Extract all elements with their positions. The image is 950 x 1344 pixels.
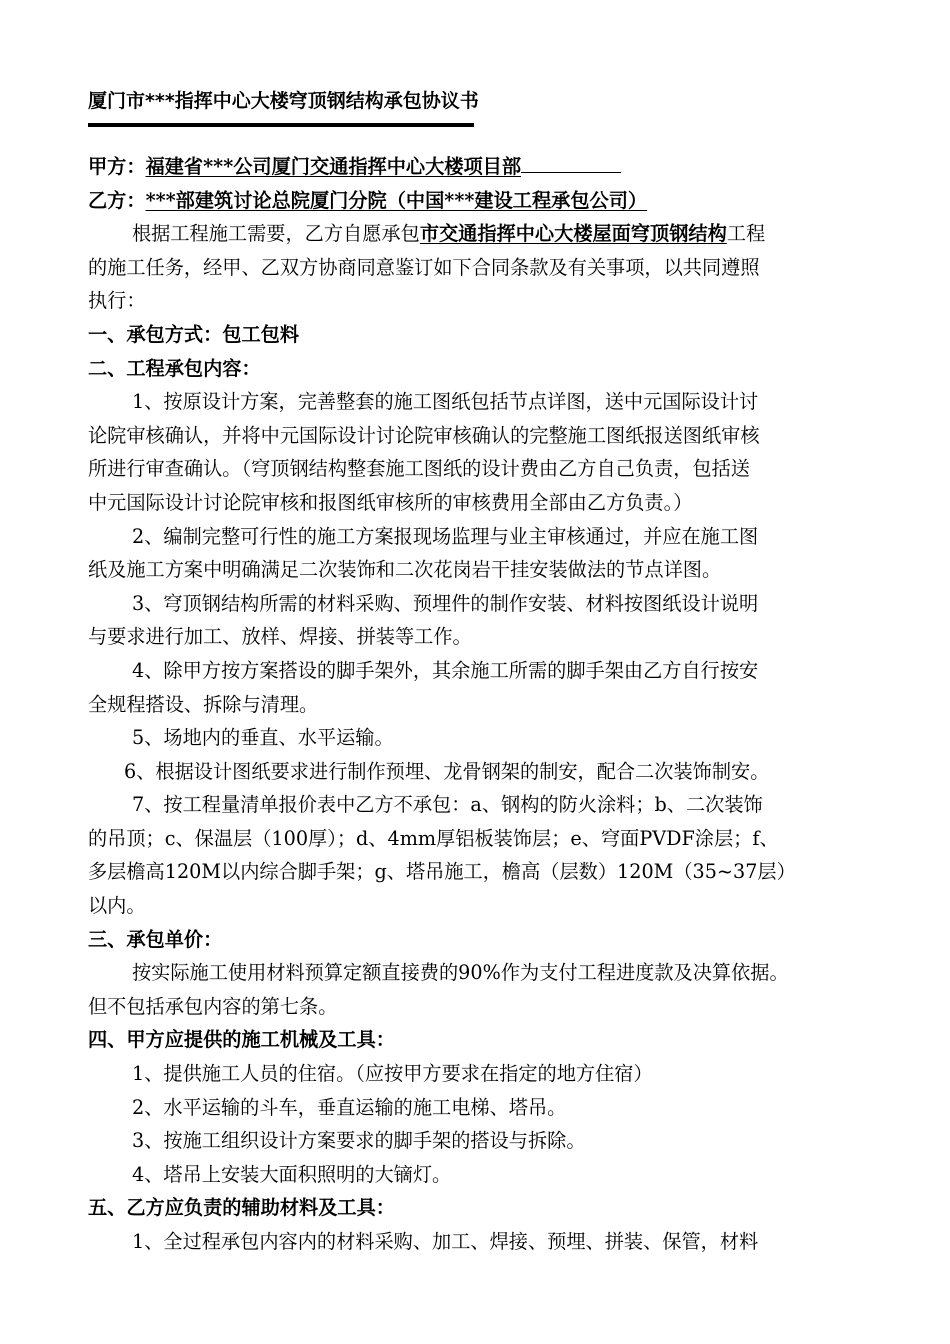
section-3-heading: 三、承包单价： — [88, 927, 223, 951]
item-1-line-2: 论院审核确认，并将中元国际设计讨论院审核确认的完整施工图纸报送图纸审核 — [88, 423, 760, 447]
section-3-line-2: 但不包括承包内容的第七条。 — [88, 994, 338, 1018]
section-4-item-1: 1、提供施工人员的住宿。（应按甲方要求在指定的地方住宿） — [132, 1062, 653, 1086]
item-7-line-3: 多层檐高120M以内综合脚手架；g、塔吊施工，檐高（层数）120M（35~37层） — [88, 860, 796, 884]
intro-pre: 根据工程施工需要，乙方自愿承包 — [132, 222, 420, 246]
section-5-item-1: 1、全过程承包内容内的材料采购、加工、焊接、预埋、拼装、保管，材料 — [132, 1230, 759, 1253]
party-b-value: ***部建筑讨论总院厦门分院（中国***建设工程承包公司） — [145, 188, 648, 212]
item-2-line-1: 2、编制完整可行性的施工方案报现场监理与业主审核通过，并应在施工图 — [132, 524, 759, 548]
document-body — [88, 150, 863, 1259]
item-3-line-1: 3、穹顶钢结构所需的材料采购、预埋件的制作安装、材料按图纸设计说明 — [132, 591, 759, 615]
item-1-line-4: 中元国际设计讨论院审核和报图纸审核所的审核费用全部由乙方负责。） — [88, 490, 693, 514]
title-rule — [88, 123, 474, 127]
intro-line-2: 的施工任务，经甲、乙双方协商同意鉴订如下合同条款及有关事项，以共同遵照 — [88, 255, 760, 279]
item-3-line-2: 与要求进行加工、放样、焊接、拼装等工作。 — [88, 625, 472, 649]
item-7-line-4: 以内。 — [88, 894, 146, 918]
party-b-line — [88, 184, 863, 218]
section-1-heading: 一、承包方式：包工包料 — [88, 322, 300, 346]
item-2-line-2: 纸及施工方案中明确满足二次装饰和二次花岗岩干挂安装做法的节点详图。 — [88, 558, 722, 582]
party-a-label: 甲方： — [88, 155, 146, 178]
item-7-line-1: 7、按工程量清单报价表中乙方不承包：a、钢构的防火涂料；b、二次装饰 — [132, 793, 763, 817]
item-5-line-1: 5、场地内的垂直、水平运输。 — [132, 726, 394, 750]
item-6-line-1: 6、根据设计图纸要求进行制作预埋、龙骨钢架的制安，配合二次装饰制安。 — [124, 759, 770, 783]
intro-line-1 — [88, 217, 863, 251]
item-4-line-2: 全规程搭设、拆除与清理。 — [88, 692, 319, 716]
document-title: 厦门市***指挥中心大楼穹顶钢结构承包协议书 — [88, 90, 479, 112]
party-a-blank — [521, 150, 621, 173]
item-7-line-2: 的吊顶；c、保温层（100厚）；d、4mm厚铝板装饰层；e、穹面PVDF涂层；f、 — [88, 826, 779, 850]
party-a-line — [88, 150, 863, 184]
intro-post: 工程 — [726, 222, 766, 246]
section-5-heading: 五、乙方应负责的辅助材料及工具： — [88, 1196, 395, 1220]
intro-project: 市交通指挥中心大楼屋面穹顶钢结构 — [419, 222, 727, 246]
section-4-heading: 四、甲方应提供的施工机械及工具： — [88, 1028, 395, 1052]
intro-line-3: 执行： — [88, 289, 146, 313]
section-2-heading: 二、工程承包内容： — [88, 356, 261, 380]
item-4-line-1: 4、除甲方按方案搭设的脚手架外，其余施工所需的脚手架由乙方自行按安 — [132, 658, 759, 682]
section-4-item-2: 2、水平运输的斗车，垂直运输的施工电梯、塔吊。 — [132, 1095, 567, 1119]
section-3-line-1: 按实际施工使用材料预算定额直接费的90%作为支付工程进度款及决算依据。 — [132, 961, 789, 985]
section-4-item-3: 3、按施工组织设计方案要求的脚手架的搭设与拆除。 — [132, 1129, 586, 1153]
item-1-line-1: 1、按原设计方案，完善整套的施工图纸包括节点详图，送中元国际设计讨 — [132, 390, 759, 414]
section-4-item-4: 4、塔吊上安装大面积照明的大镝灯。 — [132, 1162, 452, 1186]
party-a-value: 福建省***公司厦门交通指挥中心大楼项目部 — [145, 155, 522, 178]
party-b-label: 乙方： — [88, 188, 146, 212]
item-1-line-3: 所进行审查确认。（穹顶钢结构整套施工图纸的设计费由乙方自己负责，包括送 — [88, 457, 750, 481]
